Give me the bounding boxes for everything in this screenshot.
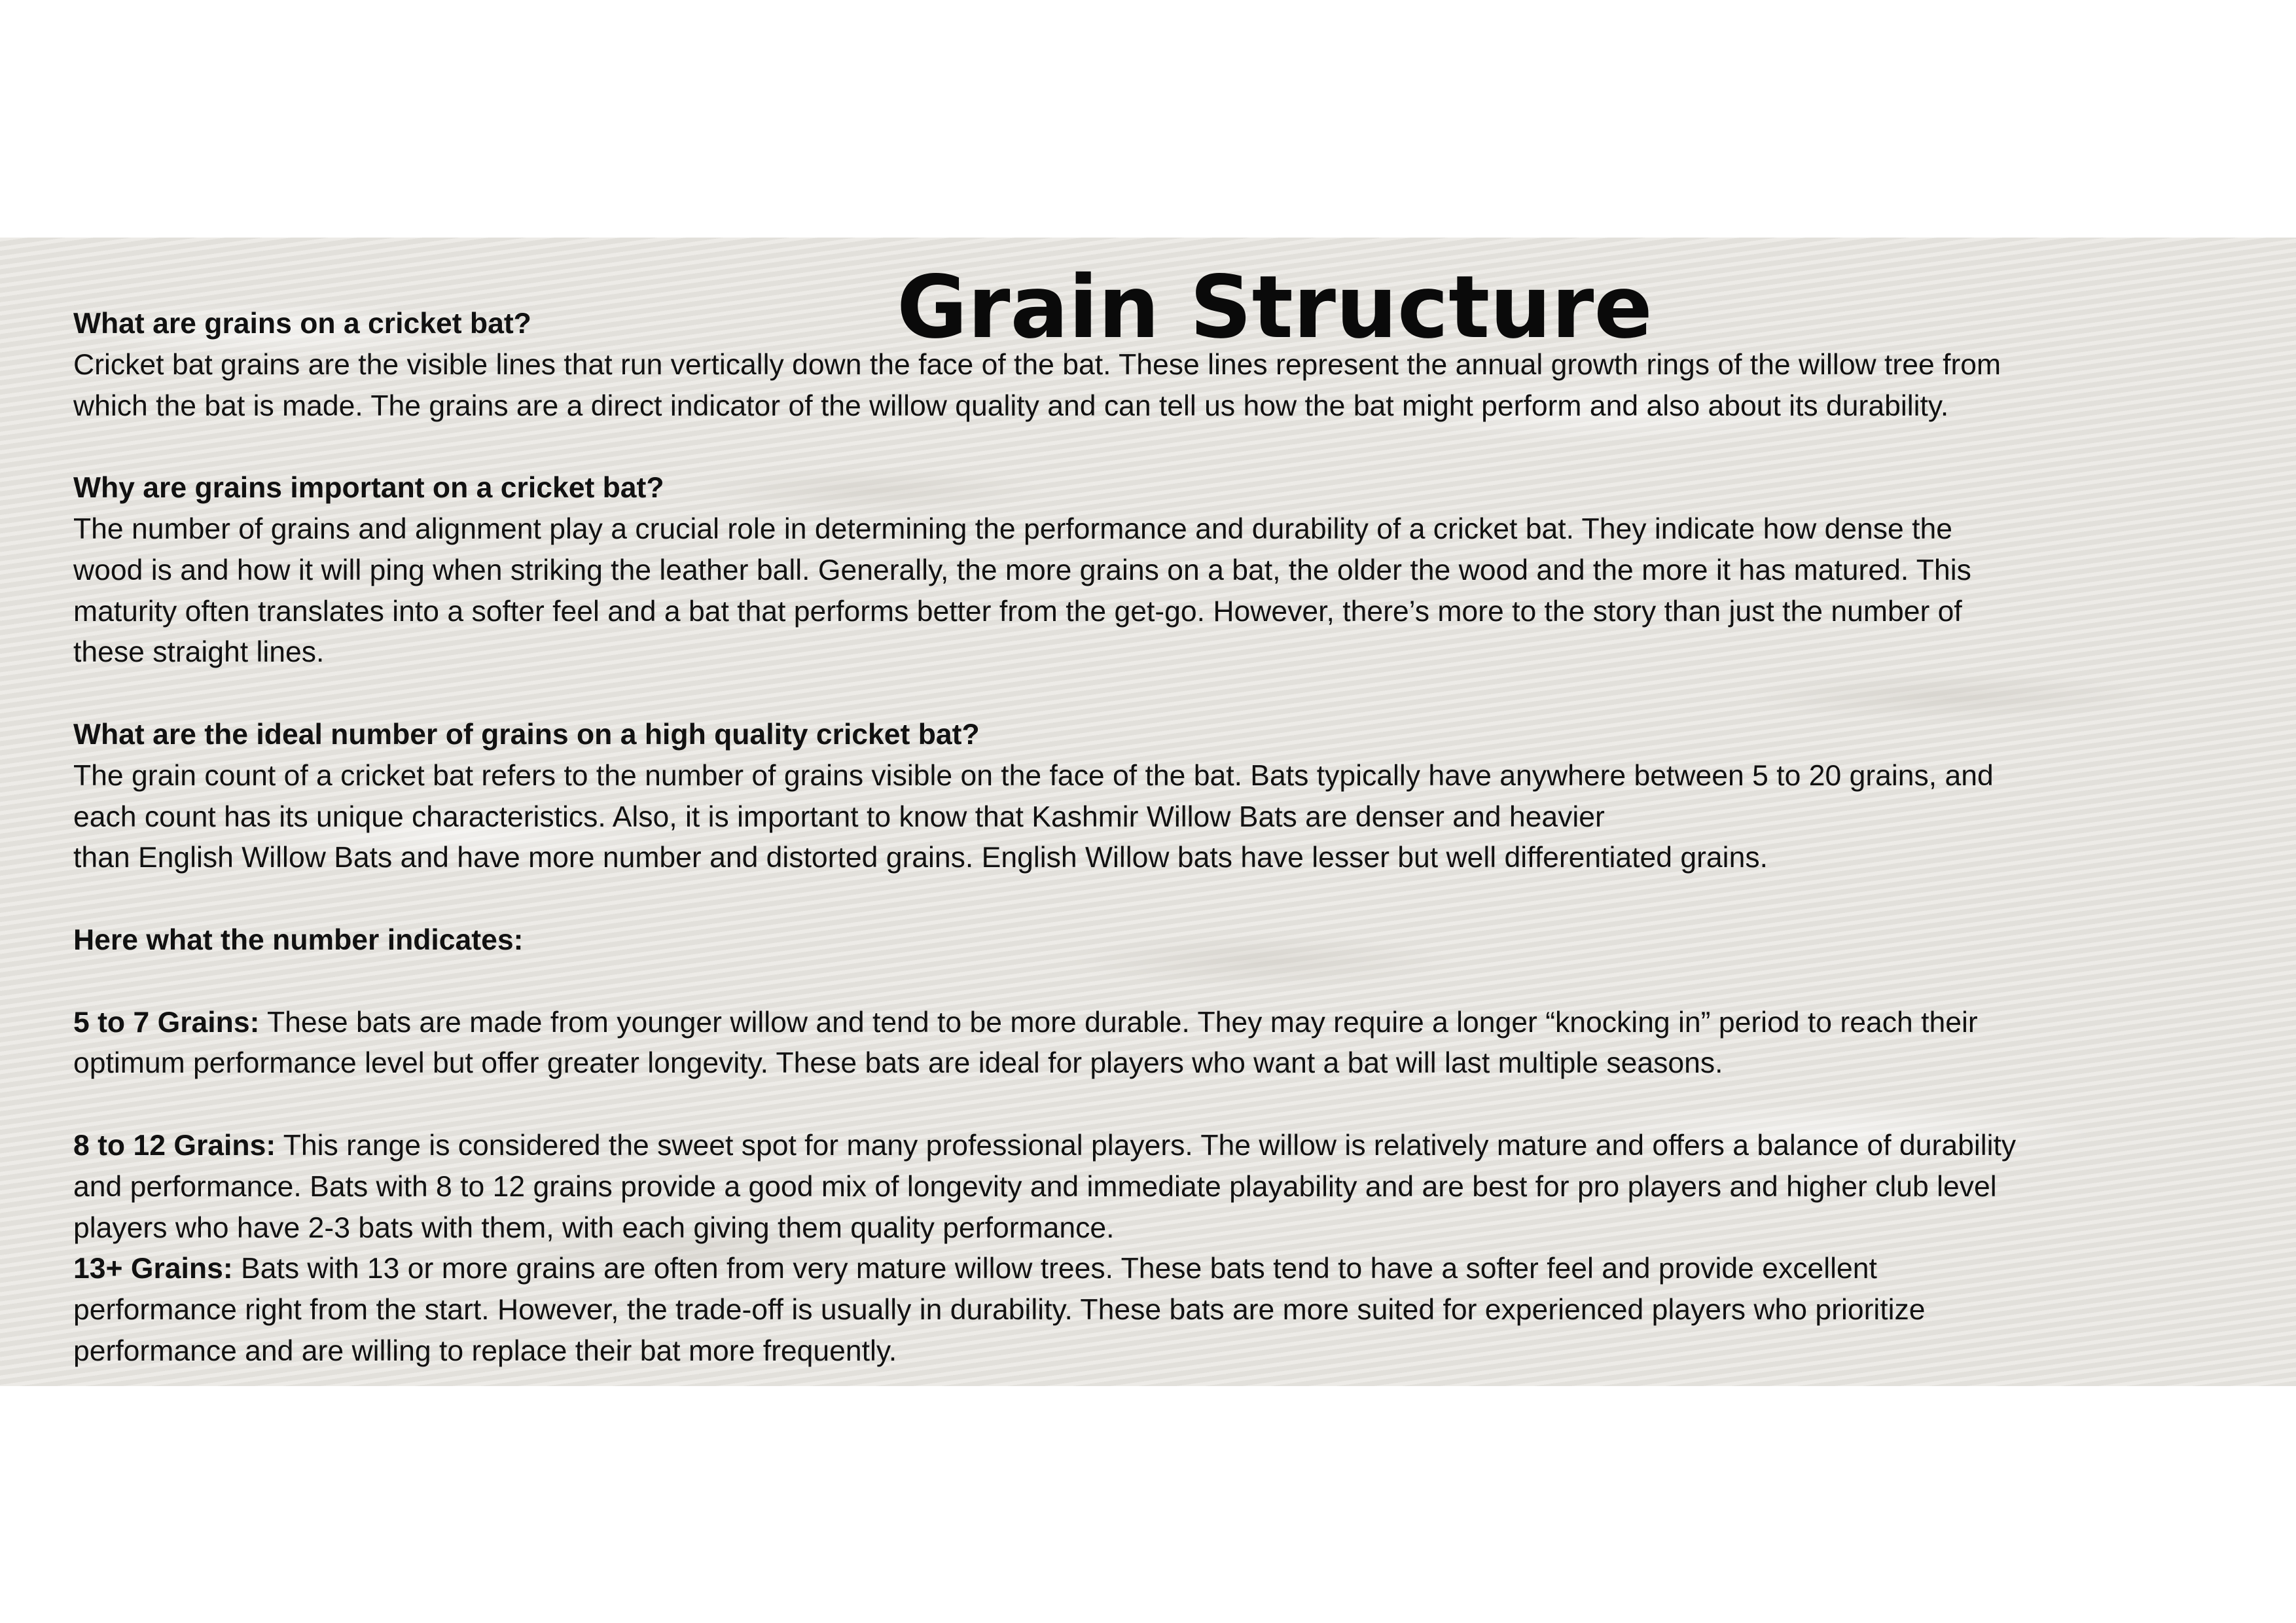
paragraph-line: maturity often translates into a softer feel and a bat that performs better from the get-go. However, there’s more to the story than just the number of xyxy=(73,595,1962,628)
spacer xyxy=(73,673,2233,715)
paragraph-line: optimum performance level but offer greater longevity. These bats are ideal for players who want a bat will last multiple seasons. xyxy=(73,1047,1723,1080)
paragraph-line: than English Willow Bats and have more number and distorted grains. English Willow bats have lesser but well differentiated grains. xyxy=(73,842,1768,874)
heading-number-indicates: Here what the number indicates: xyxy=(73,923,524,956)
paragraph-line: The grain count of a cricket bat refers to the number of grains visible on the face of the bat. Bats typically have anywhere between 5 to 20 grains, and xyxy=(73,759,1994,792)
grain-range-text: These bats are made from younger willow and tend to be more durable. They may require a longer “knocking in” period to reach their xyxy=(259,1006,1978,1039)
paragraph-line: performance right from the start. However, the trade-off is usually in durability. These bats are more suited for experienced players who prioritize xyxy=(73,1294,1926,1327)
grain-range-text: Bats with 13 or more grains are often from very mature willow trees. These bats tend to have a softer feel and provide excellent xyxy=(232,1253,1877,1285)
grain-range-5-7 xyxy=(73,1003,2233,1044)
grain-range-label: 5 to 7 Grains: xyxy=(73,1006,260,1039)
paragraph-line: which the bat is made. The grains are a direct indicator of the willow quality and can tell us how the bat might perform and also about its durability. xyxy=(73,389,1949,422)
spacer xyxy=(73,427,2233,468)
paragraph-line: performance and are willing to replace their bat more frequently. xyxy=(73,1334,897,1367)
article-body xyxy=(73,304,2233,1372)
paragraph-line: The number of grains and alignment play a crucial role in determining the performance and durability of a cricket bat. They indicate how dense the xyxy=(73,512,1953,545)
page-title: Grain Structure xyxy=(897,257,1653,358)
grain-range-13-plus xyxy=(73,1249,2233,1290)
paragraph-line: Cricket bat grains are the visible lines that run vertically down the face of the bat. These lines represent the annual growth rings of the willow tree from xyxy=(73,348,2001,381)
spacer xyxy=(73,1084,2233,1126)
heading-what-are-grains: What are grains on a cricket bat? xyxy=(73,308,531,340)
spacer xyxy=(73,879,2233,920)
grain-range-label: 13+ Grains: xyxy=(73,1253,233,1285)
grain-range-label: 8 to 12 Grains: xyxy=(73,1129,276,1162)
paragraph-line: wood is and how it will ping when striking the leather ball. Generally, the more grains on a bat, the older the wood and the more it has matured. This xyxy=(73,554,1971,586)
paragraph-line: players who have 2-3 bats with them, with each giving them quality performance. xyxy=(73,1211,1115,1244)
paragraph-line: each count has its unique characteristics. Also, it is important to know that Kashmir Willow Bats are denser and heavier xyxy=(73,800,1605,833)
spacer xyxy=(73,961,2233,1003)
paragraph-line: these straight lines. xyxy=(73,636,325,669)
paragraph-line: and performance. Bats with 8 to 12 grains provide a good mix of longevity and immediate playability and are best for pro players and higher club level xyxy=(73,1170,1997,1203)
heading-ideal-number: What are the ideal number of grains on a high quality cricket bat? xyxy=(73,718,980,751)
grain-range-8-12 xyxy=(73,1126,2233,1167)
heading-why-important: Why are grains important on a cricket bat? xyxy=(73,472,664,505)
grain-range-text: This range is considered the sweet spot for many professional players. The willow is relatively mature and offers a balance of durability xyxy=(276,1129,2017,1162)
